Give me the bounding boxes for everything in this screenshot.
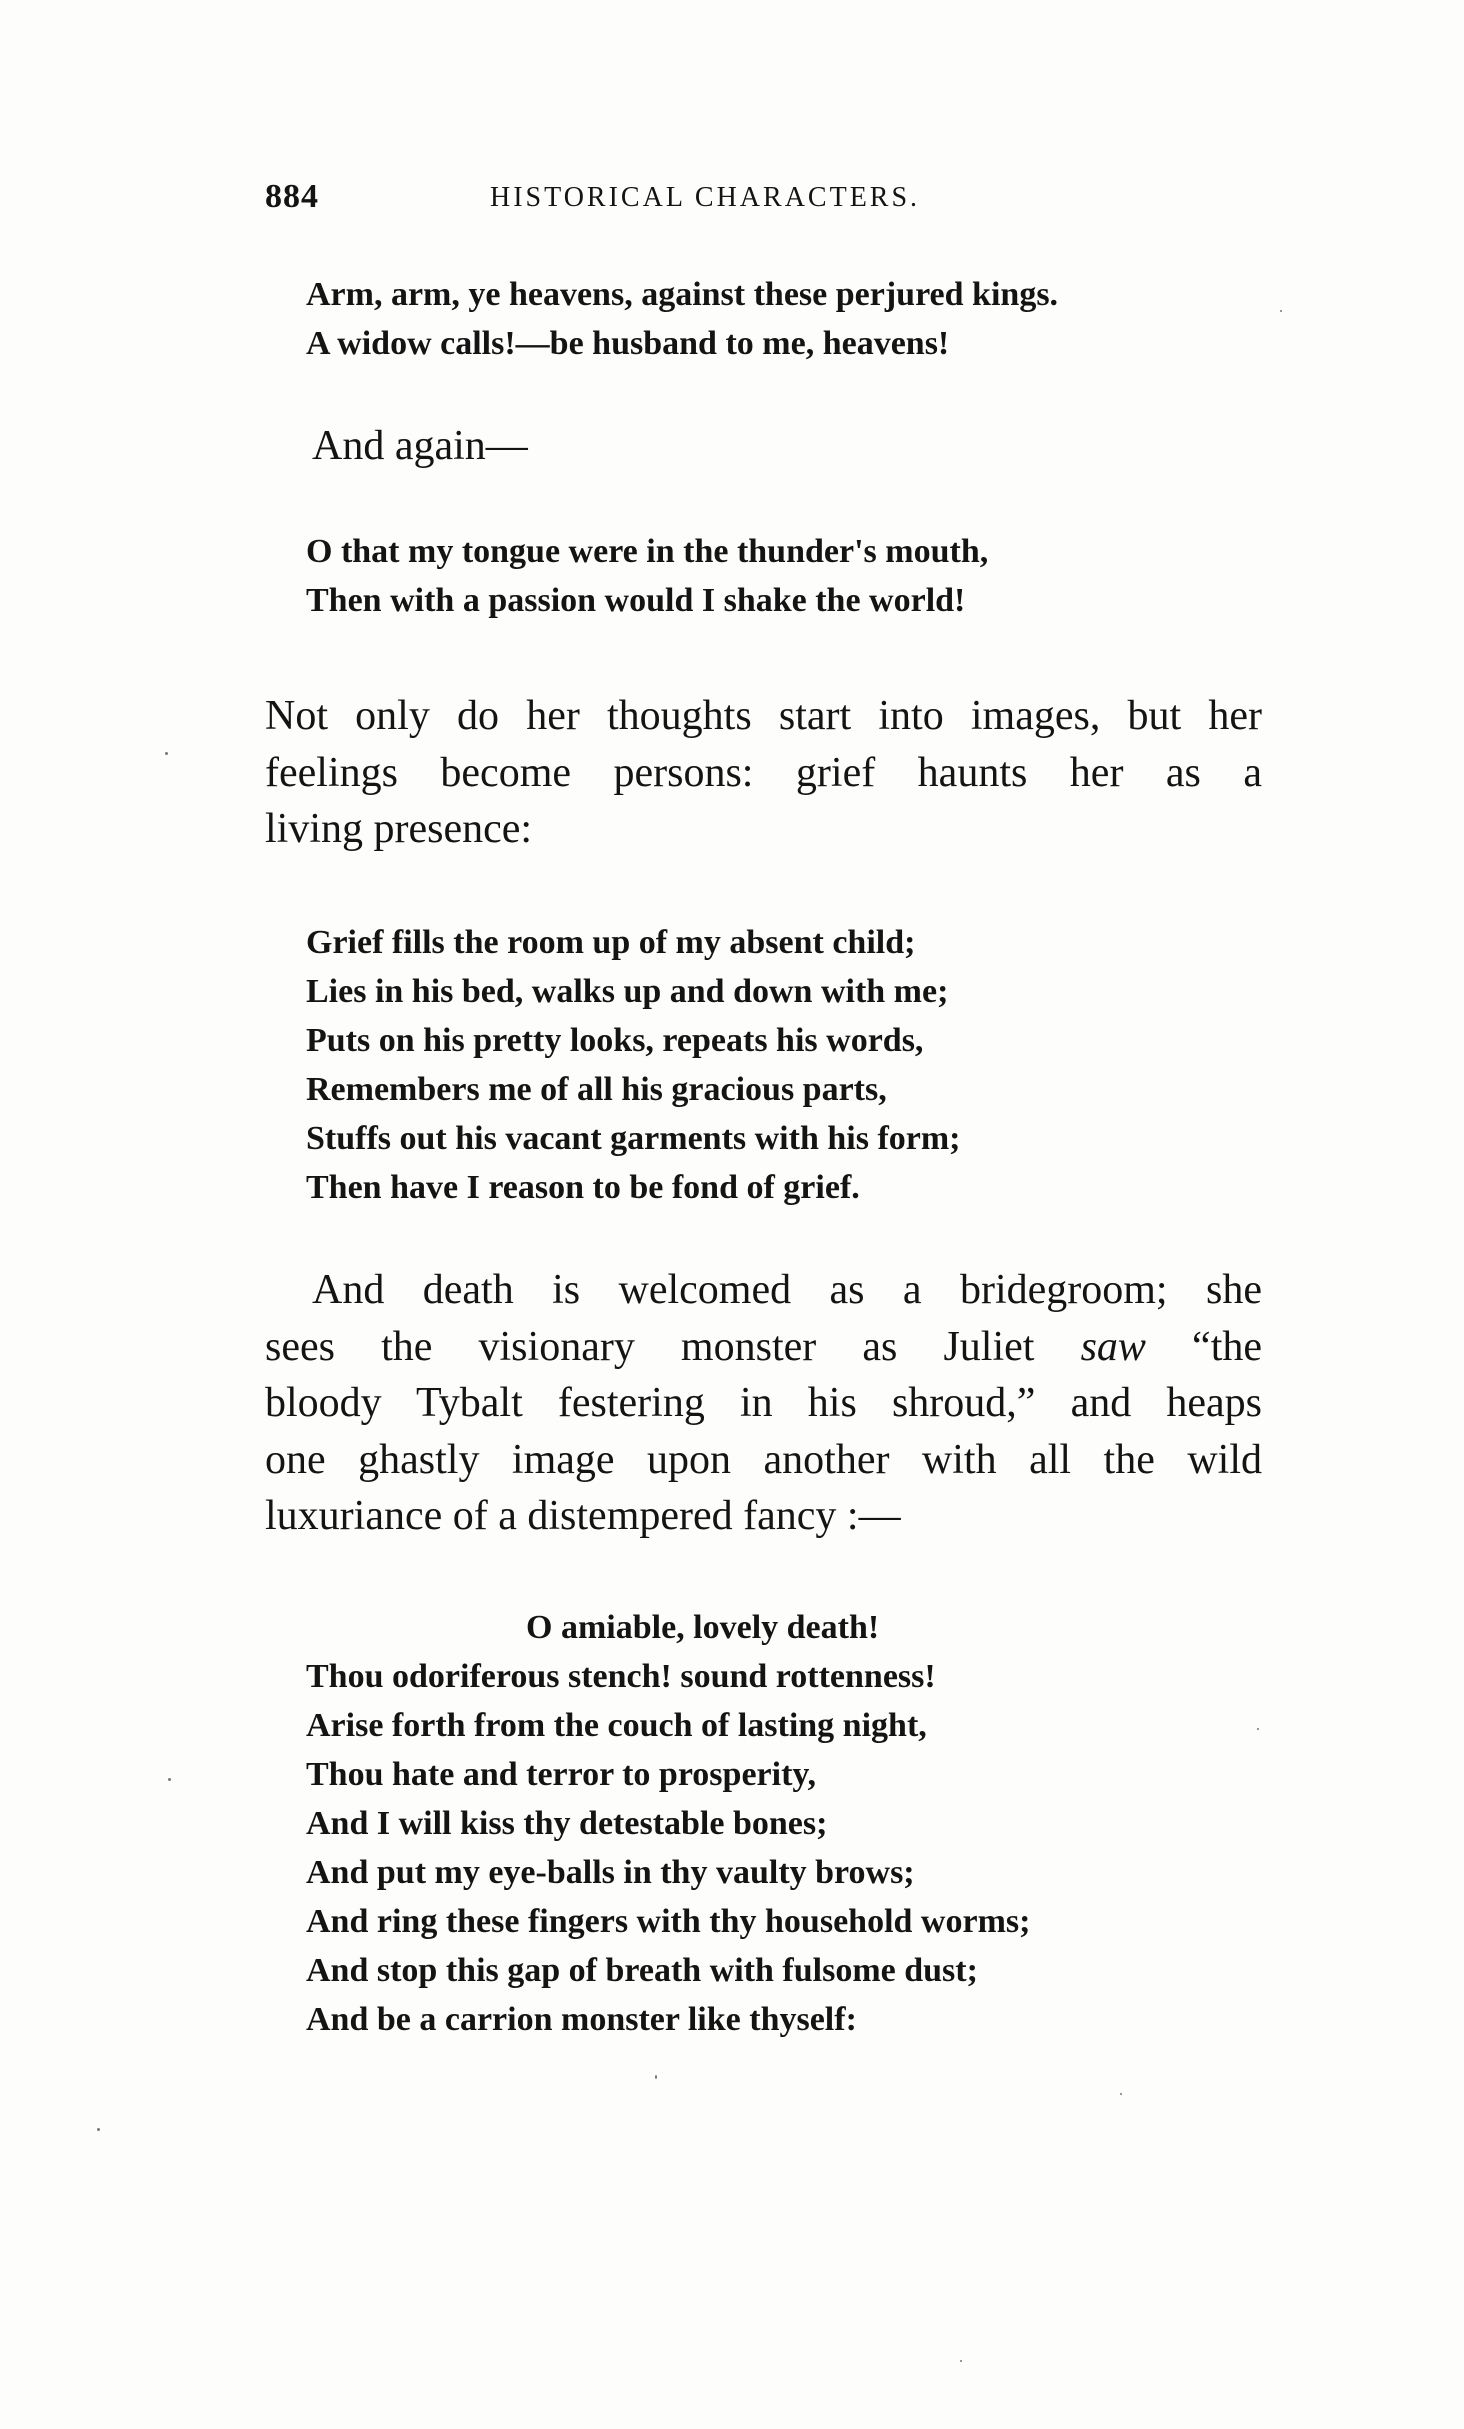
prose-segment: “the (1145, 1323, 1263, 1370)
lead-line: And again— (312, 423, 528, 469)
verse-line: Thou hate and terror to prosperity, (306, 1756, 817, 1793)
prose-segment: sees the visionary monster as Juliet (265, 1323, 1081, 1370)
prose-line: And death is welcomed as a bridegroom; she (312, 1267, 1262, 1313)
lead-again (312, 418, 528, 474)
paper-speck (655, 2075, 657, 2079)
verse-line: O that my tongue were in the thunder's mouth, (306, 533, 989, 570)
paper-speck (168, 1778, 171, 1781)
verse-line: Grief fills the room up of my absent child; (306, 924, 916, 961)
running-title: HISTORICAL CHARACTERS. (490, 182, 921, 213)
verse-line: Stuffs out his vacant garments with his form; (306, 1120, 961, 1157)
verse-line: And stop this gap of breath with fulsome dust; (306, 1952, 978, 1989)
prose-line: luxuriance of a distempered fancy :— (265, 1493, 901, 1539)
verse-line: Arm, arm, ye heavens, against these perjured kings. (306, 276, 1059, 313)
page-header (265, 178, 1265, 228)
verse-line: O amiable, lovely death! (526, 1609, 880, 1646)
paper-speck (1120, 2093, 1122, 2095)
verse-line: And put my eye-balls in thy vaulty brows; (306, 1854, 915, 1891)
paragraph-1 (265, 688, 1262, 858)
verse-line: And be a carrion monster like thyself: (306, 2001, 857, 2038)
verse-block-1 (306, 270, 1058, 368)
prose-line: bloody Tybalt festering in his shroud,” and heaps (265, 1380, 1262, 1426)
verse-line: And I will kiss thy detestable bones; (306, 1805, 828, 1842)
verse-line: A widow calls!—be husband to me, heavens! (306, 325, 950, 362)
paper-speck (165, 752, 168, 755)
verse-line: Then have I reason to be fond of grief. (306, 1169, 860, 1206)
verse-block-3 (306, 918, 961, 1212)
paper-speck (1280, 310, 1282, 312)
verse-line: Remembers me of all his gracious parts, (306, 1071, 887, 1108)
prose-line (265, 1319, 1262, 1376)
verse-line: Then with a passion would I shake the world! (306, 582, 966, 619)
verse-line: Lies in his bed, walks up and down with me; (306, 973, 949, 1010)
paragraph-2 (265, 1262, 1262, 1545)
paper-speck (97, 2128, 100, 2131)
verse-line: Puts on his pretty looks, repeats his words, (306, 1022, 924, 1059)
verse-line: Thou odoriferous stench! sound rottenness! (306, 1658, 936, 1695)
paper-speck (1257, 1728, 1259, 1730)
prose-line: feelings become persons: grief haunts her as a (265, 749, 1262, 796)
page-number: 884 (265, 178, 319, 215)
prose-line: one ghastly image upon another with all the wild (265, 1436, 1262, 1483)
verse-line: Arise forth from the couch of lasting night, (306, 1707, 927, 1744)
prose-line: living presence: (265, 806, 533, 852)
verse-block-2 (306, 527, 988, 625)
verse-line: And ring these fingers with thy household worms; (306, 1903, 1031, 1940)
paper-speck (960, 2360, 962, 2362)
italic-word: saw (1080, 1323, 1146, 1370)
prose-line: Not only do her thoughts start into images, but her (265, 693, 1262, 739)
verse-block-4 (306, 1603, 1030, 2044)
